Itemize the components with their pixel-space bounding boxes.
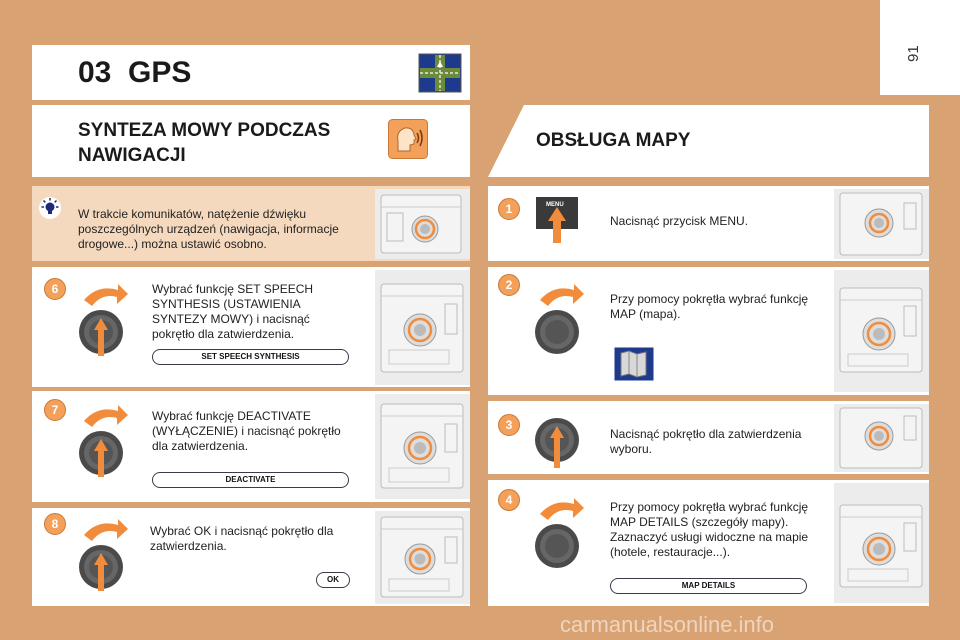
lightbulb-tip-icon: [38, 196, 62, 220]
step-3-badge: 3: [498, 414, 520, 436]
step-4-line1: Przy pomocy pokrętła wybrać funkcję: [610, 500, 809, 514]
step-6-line2: SYNTHESIS (USTAWIENIA: [152, 297, 301, 311]
knob-press-icon: [530, 408, 590, 472]
right-section-title: OBSŁUGA MAPY: [536, 130, 691, 151]
left-section-title-line2: NAWIGACJI: [78, 145, 186, 166]
map-icon: [614, 347, 654, 381]
step-7-badge: 7: [44, 399, 66, 421]
step-3-line2: wyboru.: [610, 442, 653, 456]
radio-console-image: [375, 270, 470, 385]
step-7-line2: (WYŁĄCZENIE) i nacisnąć pokrętło: [152, 424, 341, 438]
radio-console-image: [375, 394, 470, 499]
radio-console-image: [834, 189, 929, 259]
speech-head-icon: [388, 119, 428, 159]
step-7-line3: dla zatwierdzenia.: [152, 439, 249, 453]
chapter-title: GPS: [128, 56, 192, 89]
step-8-badge: 8: [44, 513, 66, 535]
ok-pill: OK: [316, 572, 350, 588]
step-7-line1: Wybrać funkcję DEACTIVATE: [152, 409, 311, 423]
left-section-title-line1: SYNTEZA MOWY PODCZAS: [78, 120, 331, 141]
step-1-line1: Nacisnąć przycisk MENU.: [610, 214, 749, 228]
step-8-line2: zatwierdzenia.: [150, 539, 227, 553]
step-4-line3: Zaznaczyć usługi widoczne na mapie: [610, 530, 809, 544]
step-3-line1: Nacisnąć pokrętło dla zatwierdzenia: [610, 427, 802, 441]
radio-console-image: [834, 404, 929, 472]
step-6-line4: pokrętło dla zatwierdzenia.: [152, 327, 295, 341]
tip-text-line3: drogowe...) można ustawić osobno.: [78, 237, 267, 251]
tip-text-line1: W trakcie komunikatów, natężenie dźwięku: [78, 207, 307, 221]
page-number: 91: [905, 45, 922, 62]
knob-turn-icon: [74, 400, 134, 482]
menu-button-icon: [532, 193, 582, 245]
deactivate-pill: DEACTIVATE: [152, 472, 349, 488]
step-2-line2: MAP (mapa).: [610, 307, 681, 321]
knob-turn-icon: [530, 280, 590, 356]
step-1-badge: 1: [498, 198, 520, 220]
knob-turn-icon: [74, 514, 134, 596]
radio-console-image: [834, 270, 929, 392]
step-4-badge: 4: [498, 489, 520, 511]
step-6-line3: SYNTEZY MOWY) i nacisnąć: [152, 312, 310, 326]
set-speech-synthesis-pill: SET SPEECH SYNTHESIS: [152, 349, 349, 365]
step-6-line1: Wybrać funkcję SET SPEECH: [152, 282, 314, 296]
menu-button-label: MENU: [546, 202, 564, 208]
step-2-badge: 2: [498, 274, 520, 296]
knob-turn-icon: [74, 280, 134, 360]
radio-console-image: [834, 483, 929, 603]
step-4-line4: (hotele, restauracje...).: [610, 545, 731, 559]
step-2-line1: Przy pomocy pokrętła wybrać funkcję: [610, 292, 809, 306]
step-6-badge: 6: [44, 278, 66, 300]
radio-console-image: [375, 189, 470, 259]
radio-console-image: [375, 511, 470, 604]
step-8-line1: Wybrać OK i nacisnąć pokrętło dla: [150, 524, 334, 538]
tip-text-line2: poszczególnych urządzeń (nawigacja, informacje: [78, 222, 339, 236]
map-details-pill: MAP DETAILS: [610, 578, 807, 594]
knob-turn-icon: [530, 494, 590, 570]
watermark: carmanualsonline.info: [560, 612, 775, 637]
gps-crossroad-icon: [418, 53, 462, 93]
step-4-line2: MAP DETAILS (szczegóły mapy).: [610, 515, 789, 529]
chapter-number: 03: [78, 56, 112, 89]
